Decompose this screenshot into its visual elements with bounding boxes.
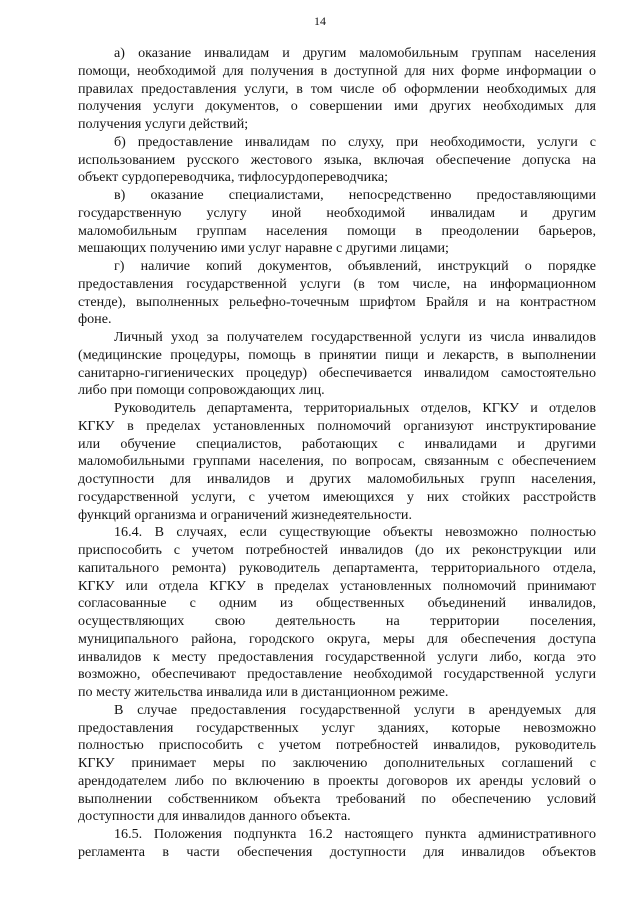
text-line: предоставления государственных услуг зданиях, которые невозможно [78, 719, 596, 736]
text-line: маломобильным группам населения помощи в преодолении барьеров, [78, 222, 596, 239]
text-line: в) оказание специалистами, непосредственно предоставляющими [114, 187, 596, 203]
paragraph [78, 329, 596, 400]
text-line: а) оказание инвалидам и другим маломобильным группам населения [114, 45, 596, 61]
text-line: фоне. [78, 311, 112, 328]
text-line: инвалидов к месту предоставления государственной услуги либо, когда это [78, 648, 596, 665]
text-line: 16.4. В случаях, если существующие объекты невозможно полностью [114, 524, 596, 541]
document-body [78, 45, 596, 862]
text-line: В случае предоставления государственной услуги в арендуемых для [114, 701, 596, 718]
text-line: арендодателем либо по включению в проекты договоров их аренды условий о [78, 772, 596, 789]
text-line: доступности для инвалидов и других маломобильных групп населения, [78, 471, 596, 487]
text-line: полностью приспособить с учетом потребностей инвалидов, руководитель [78, 737, 596, 754]
paragraph [78, 187, 596, 258]
text-line: 16.5. Положения подпункта 16.2 настоящего пункта административного [114, 826, 596, 842]
text-line: получения услуги документов, о совершении ими других необходимых для [78, 98, 596, 115]
text-line: санитарно-гигиенических процедур) обеспечивается инвалидом самостоятельно [78, 364, 596, 381]
text-line: регламента в части обеспечения доступности для инвалидов объектов [78, 843, 596, 860]
text-line: объект сурдопереводчика, тифлосурдопереводчика; [78, 169, 388, 186]
text-line: осуществляющих свою деятельность на территории поселения, [78, 613, 596, 629]
text-line: или обучение специалистов, работающих с инвалидами и другими [78, 435, 596, 452]
paragraph [78, 258, 596, 329]
text-line: мешающих получению ими услуг наравне с другими лицами; [78, 240, 449, 257]
text-line: правилах предоставления услуги, в том числе об оформлении необходимых для [78, 80, 596, 97]
text-line: выполнении собственником объекта требований по обеспечению условий [78, 790, 596, 807]
text-line: КГКУ принимает меры по заключению дополнительных соглашений с [78, 755, 596, 771]
text-line: доступности для инвалидов данного объекта. [78, 808, 351, 825]
paragraph [78, 826, 596, 862]
text-line: (медицинские процедуры, помощь в принятии пищи и лекарств, в выполнении [78, 346, 596, 363]
text-line: капитального ремонта) руководитель департамента, территориального отдела, [78, 559, 596, 576]
text-line: функций организма и ограничений жизнедеятельности. [78, 506, 412, 523]
page-number: 14 [314, 14, 326, 28]
text-line: КГКУ или отдела КГКУ в пределах установленных полномочий принимают [78, 577, 596, 594]
paragraph [78, 45, 596, 134]
text-line: государственной услуги, с учетом имеющихся у них стойких расстройств [78, 488, 596, 505]
text-line: маломобильными группами населения, по вопросам, связанным с обеспечением [78, 453, 596, 470]
text-line: стенде), выполненных рельефно-точечным шрифтом Брайля и на контрастном [78, 293, 596, 310]
text-line: предоставления государственной услуги (в том числе, на информационном [78, 275, 596, 292]
text-line: муниципального района, городского округа, меры для обеспечения доступа [78, 630, 596, 647]
text-line: Личный уход за получателем государственной услуги из числа инвалидов [114, 329, 596, 345]
text-line: КГКУ в пределах установленных полномочий организуют инструктирование [78, 417, 596, 434]
paragraph [78, 400, 596, 524]
text-line: приспособить с учетом потребностей инвалидов (до их реконструкции или [78, 542, 596, 558]
text-line: г) наличие копий документов, объявлений, инструкций о порядке [114, 258, 596, 274]
paragraph [78, 702, 596, 826]
paragraph [78, 524, 596, 702]
text-line: либо при помощи сопровождающих лиц. [78, 382, 325, 399]
text-line: б) предоставление инвалидам по слуху, при необходимости, услуги с [114, 133, 596, 150]
text-line: государственную услугу иной необходимой инвалидам и другим [78, 204, 596, 221]
text-line: помощи, необходимой для получения в доступной для них форме информации о [78, 62, 596, 79]
text-line: использованием русского жестового языка, включая обеспечение допуска на [78, 151, 596, 168]
paragraph [78, 134, 596, 187]
text-line: возможно, обеспечивают предоставление необходимой государственной услуги [78, 666, 596, 683]
text-line: получения услуги действий; [78, 116, 249, 132]
text-line: согласованные с одним из общественных объединений инвалидов, [78, 595, 596, 612]
text-line: по месту жительства инвалида или в дистанционном режиме. [78, 684, 449, 700]
text-line: Руководитель департамента, территориальных отделов, КГКУ и отделов [114, 400, 596, 416]
